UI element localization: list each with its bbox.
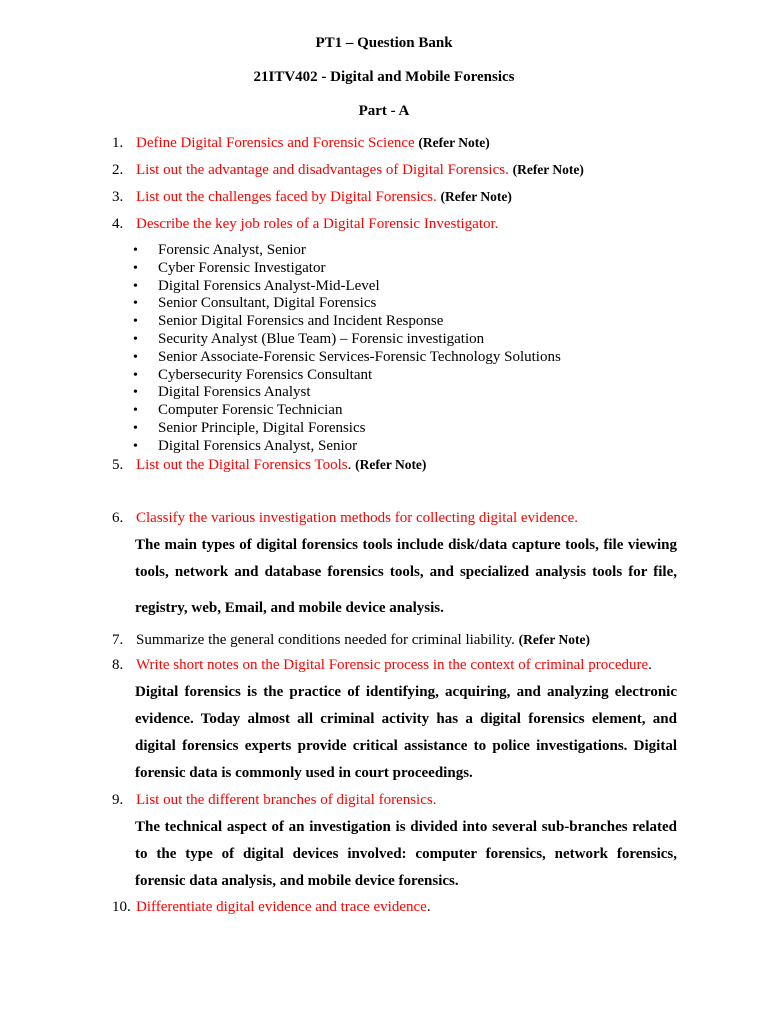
question-2 — [112, 162, 584, 179]
list-item: • Digital Forensics Analyst — [133, 384, 311, 401]
refer-note: (Refer Note) — [418, 135, 490, 150]
document-title: PT1 – Question Bank — [315, 35, 453, 51]
list-item: • Senior Principle, Digital Forensics — [133, 419, 366, 436]
answer-8 — [135, 684, 677, 782]
answer-line: Digital forensics is the practice of identifying, acquiring, and analyzing electronic — [135, 684, 677, 700]
refer-note: (Refer Note) — [355, 457, 427, 472]
list-item: • Cyber Forensic Investigator — [133, 259, 326, 276]
answer-line: forensic data is commonly used in court proceedings. — [135, 765, 473, 781]
question-text: Summarize the general conditions needed for criminal liability. — [136, 632, 515, 648]
question-text: Describe the key job roles of a Digital Forensic Investigator. — [136, 216, 499, 232]
answer-line: tools, network and database forensics tools, and specialized analysis tools for file, — [135, 564, 677, 580]
question-number: 2. — [112, 162, 124, 178]
question-number: 4. — [112, 216, 124, 232]
question-text: Define Digital Forensics and Forensic Science — [136, 135, 415, 151]
question-5: 5. List out the Digital Forensics Tools. (Refer Note) — [112, 457, 427, 473]
answer-line: evidence. Today almost all criminal activity has a digital forensics element, and — [135, 711, 677, 727]
answer-line: The main types of digital forensics tools include disk/data capture tools, file viewing — [135, 537, 677, 553]
answer-line: to the type of digital devices involved: computer forensics, network forensics, — [135, 846, 677, 862]
question-number: 10. — [112, 899, 131, 915]
question-number: 8. — [112, 657, 124, 673]
answer-line: The technical aspect of an investigation is divided into several sub-branches related — [135, 819, 677, 835]
answer-line: registry, web, Email, and mobile device analysis. — [135, 600, 444, 616]
question-4 — [112, 216, 498, 233]
job-roles-list — [133, 242, 561, 456]
question-number: 9. — [112, 792, 124, 808]
refer-note: (Refer Note) — [518, 632, 590, 647]
question-number: 5. — [112, 457, 124, 473]
list-item: • Computer Forensic Technician — [133, 402, 343, 419]
list-item: • Digital Forensics Analyst, Senior — [133, 437, 358, 454]
refer-note: (Refer Note) — [440, 189, 512, 204]
question-3 — [112, 189, 512, 206]
question-number: 7. — [112, 632, 124, 648]
list-item: • Digital Forensics Analyst-Mid-Level — [133, 277, 380, 294]
question-10: 10. Differentiate digital evidence and trace evidence. — [112, 899, 431, 915]
question-number: 6. — [112, 510, 124, 526]
answer-line: forensic data analysis, and mobile device forensics. — [135, 873, 459, 889]
list-item: • Senior Consultant, Digital Forensics — [133, 295, 377, 312]
question-text: Classify the various investigation methods for collecting digital evidence. — [136, 510, 578, 526]
question-text: List out the different branches of digital forensics. — [136, 792, 437, 808]
refer-note: (Refer Note) — [512, 162, 584, 177]
answer-line: digital forensics experts provide critical assistance to police investigations. Digital — [135, 738, 677, 754]
question-number: 3. — [112, 189, 124, 205]
question-text: Differentiate digital evidence and trace evidence — [136, 899, 427, 915]
question-text: List out the advantage and disadvantages of Digital Forensics. — [136, 162, 509, 178]
question-text: List out the challenges faced by Digital Forensics. — [136, 189, 437, 205]
course-title: 21ITV402 - Digital and Mobile Forensics — [253, 69, 515, 85]
question-number: 1. — [112, 135, 124, 151]
question-text: Write short notes on the Digital Forensic process in the context of criminal procedure — [136, 657, 649, 673]
question-8: 8. Write short notes on the Digital Forensic process in the context of criminal procedure. — [112, 657, 652, 673]
question-text: List out the Digital Forensics Tools — [136, 457, 348, 473]
list-item: • Security Analyst (Blue Team) – Forensic investigation — [133, 330, 485, 347]
question-9 — [112, 792, 436, 809]
list-item: • Senior Associate-Forensic Services-Forensic Technology Solutions — [133, 348, 561, 365]
list-item: • Cybersecurity Forensics Consultant — [133, 366, 373, 383]
list-item: • Forensic Analyst, Senior — [133, 242, 306, 258]
question-7 — [112, 632, 590, 649]
question-1 — [112, 135, 490, 152]
part-heading: Part - A — [358, 103, 410, 119]
list-item: • Senior Digital Forensics and Incident Response — [133, 313, 444, 330]
question-6 — [112, 510, 578, 527]
answer-6 — [135, 537, 677, 617]
answer-9 — [135, 819, 677, 890]
